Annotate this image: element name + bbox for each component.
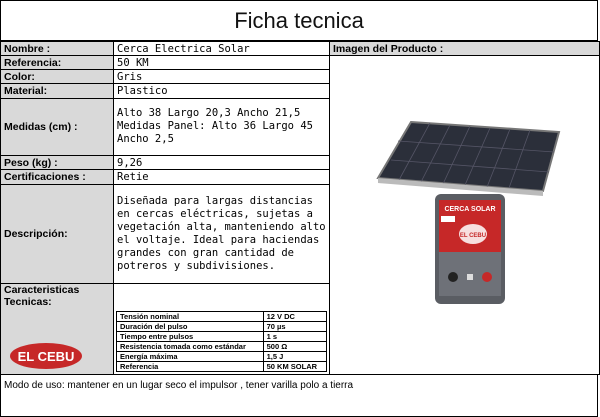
- spec-name: Energía máxima: [117, 352, 264, 362]
- spec-name: Tensión nominal: [117, 312, 264, 322]
- image-header: Imagen del Producto :: [330, 42, 600, 56]
- product-label: CERCA SOLAR: [444, 206, 496, 213]
- specs-cell: [114, 283, 330, 374]
- spec-value: 500 Ω: [263, 342, 326, 352]
- spec-row: [117, 342, 327, 352]
- spec-row: [117, 312, 327, 322]
- row-label-color: Color:: [1, 70, 114, 84]
- spec-name: Resistencia tomada como estándar: [117, 342, 264, 352]
- spec-row: [117, 332, 327, 342]
- row-label-descripcion: Descripción:: [1, 184, 114, 283]
- specs-table: [116, 311, 327, 372]
- footer-usage: Modo de uso: mantener en un lugar seco el impulsor , tener varilla polo a tierra: [0, 375, 598, 417]
- spec-value: 1,5 J: [263, 352, 326, 362]
- spec-value: 50 KM SOLAR: [263, 362, 326, 372]
- device-brand-mark: EL CEBU: [459, 233, 487, 239]
- row-value-color: Gris: [114, 70, 330, 84]
- spec-value: 70 µs: [263, 322, 326, 332]
- row-value-referencia: 50 KM: [114, 56, 330, 70]
- row-label-peso: Peso (kg) :: [1, 156, 114, 170]
- solar-panel-icon: [378, 122, 559, 196]
- energizer-device-icon: [435, 194, 505, 304]
- spec-value: 12 V DC: [263, 312, 326, 322]
- product-image-cell: [330, 56, 600, 375]
- row-label-certificaciones: Certificaciones :: [1, 170, 114, 184]
- row-value-medidas: Alto 38 Largo 20,3 Ancho 21,5 Medidas Panel: Alto 36 Largo 45 Ancho 2,5: [114, 98, 330, 156]
- product-image: [333, 56, 596, 374]
- page-title: Ficha tecnica: [0, 0, 598, 41]
- row-label-nombre: Nombre :: [1, 42, 114, 56]
- spec-name: Tiempo entre pulsos: [117, 332, 264, 342]
- spec-value: 1 s: [263, 332, 326, 342]
- spec-table: [0, 41, 600, 375]
- svg-text:EL CEBU: EL CEBU: [17, 349, 75, 364]
- row-value-certificaciones: Retie: [114, 170, 330, 184]
- spec-row: [117, 352, 327, 362]
- spec-name: Referencia: [117, 362, 264, 372]
- row-value-nombre: Cerca Electrica Solar: [114, 42, 330, 56]
- spec-row: [117, 322, 327, 332]
- spec-row: [117, 362, 327, 372]
- caracteristicas-label: Caracteristicas Tecnicas:: [4, 283, 80, 308]
- row-value-peso: 9,26: [114, 156, 330, 170]
- row-label-medidas: Medidas (cm) :: [1, 98, 114, 156]
- el-cebu-logo: [6, 340, 86, 372]
- row-label-material: Material:: [1, 84, 114, 98]
- row-label-referencia: Referencia:: [1, 56, 114, 70]
- row-value-material: Plastico: [114, 84, 330, 98]
- row-value-descripcion: Diseñada para largas distancias en cercas eléctricas, sujetas a vegetación alta, manteniendo alto el voltaje. Ideal para haciendas grandes con gran cantidad de potreros y subdivisiones.: [114, 184, 330, 283]
- spec-name: Duración del pulso: [117, 322, 264, 332]
